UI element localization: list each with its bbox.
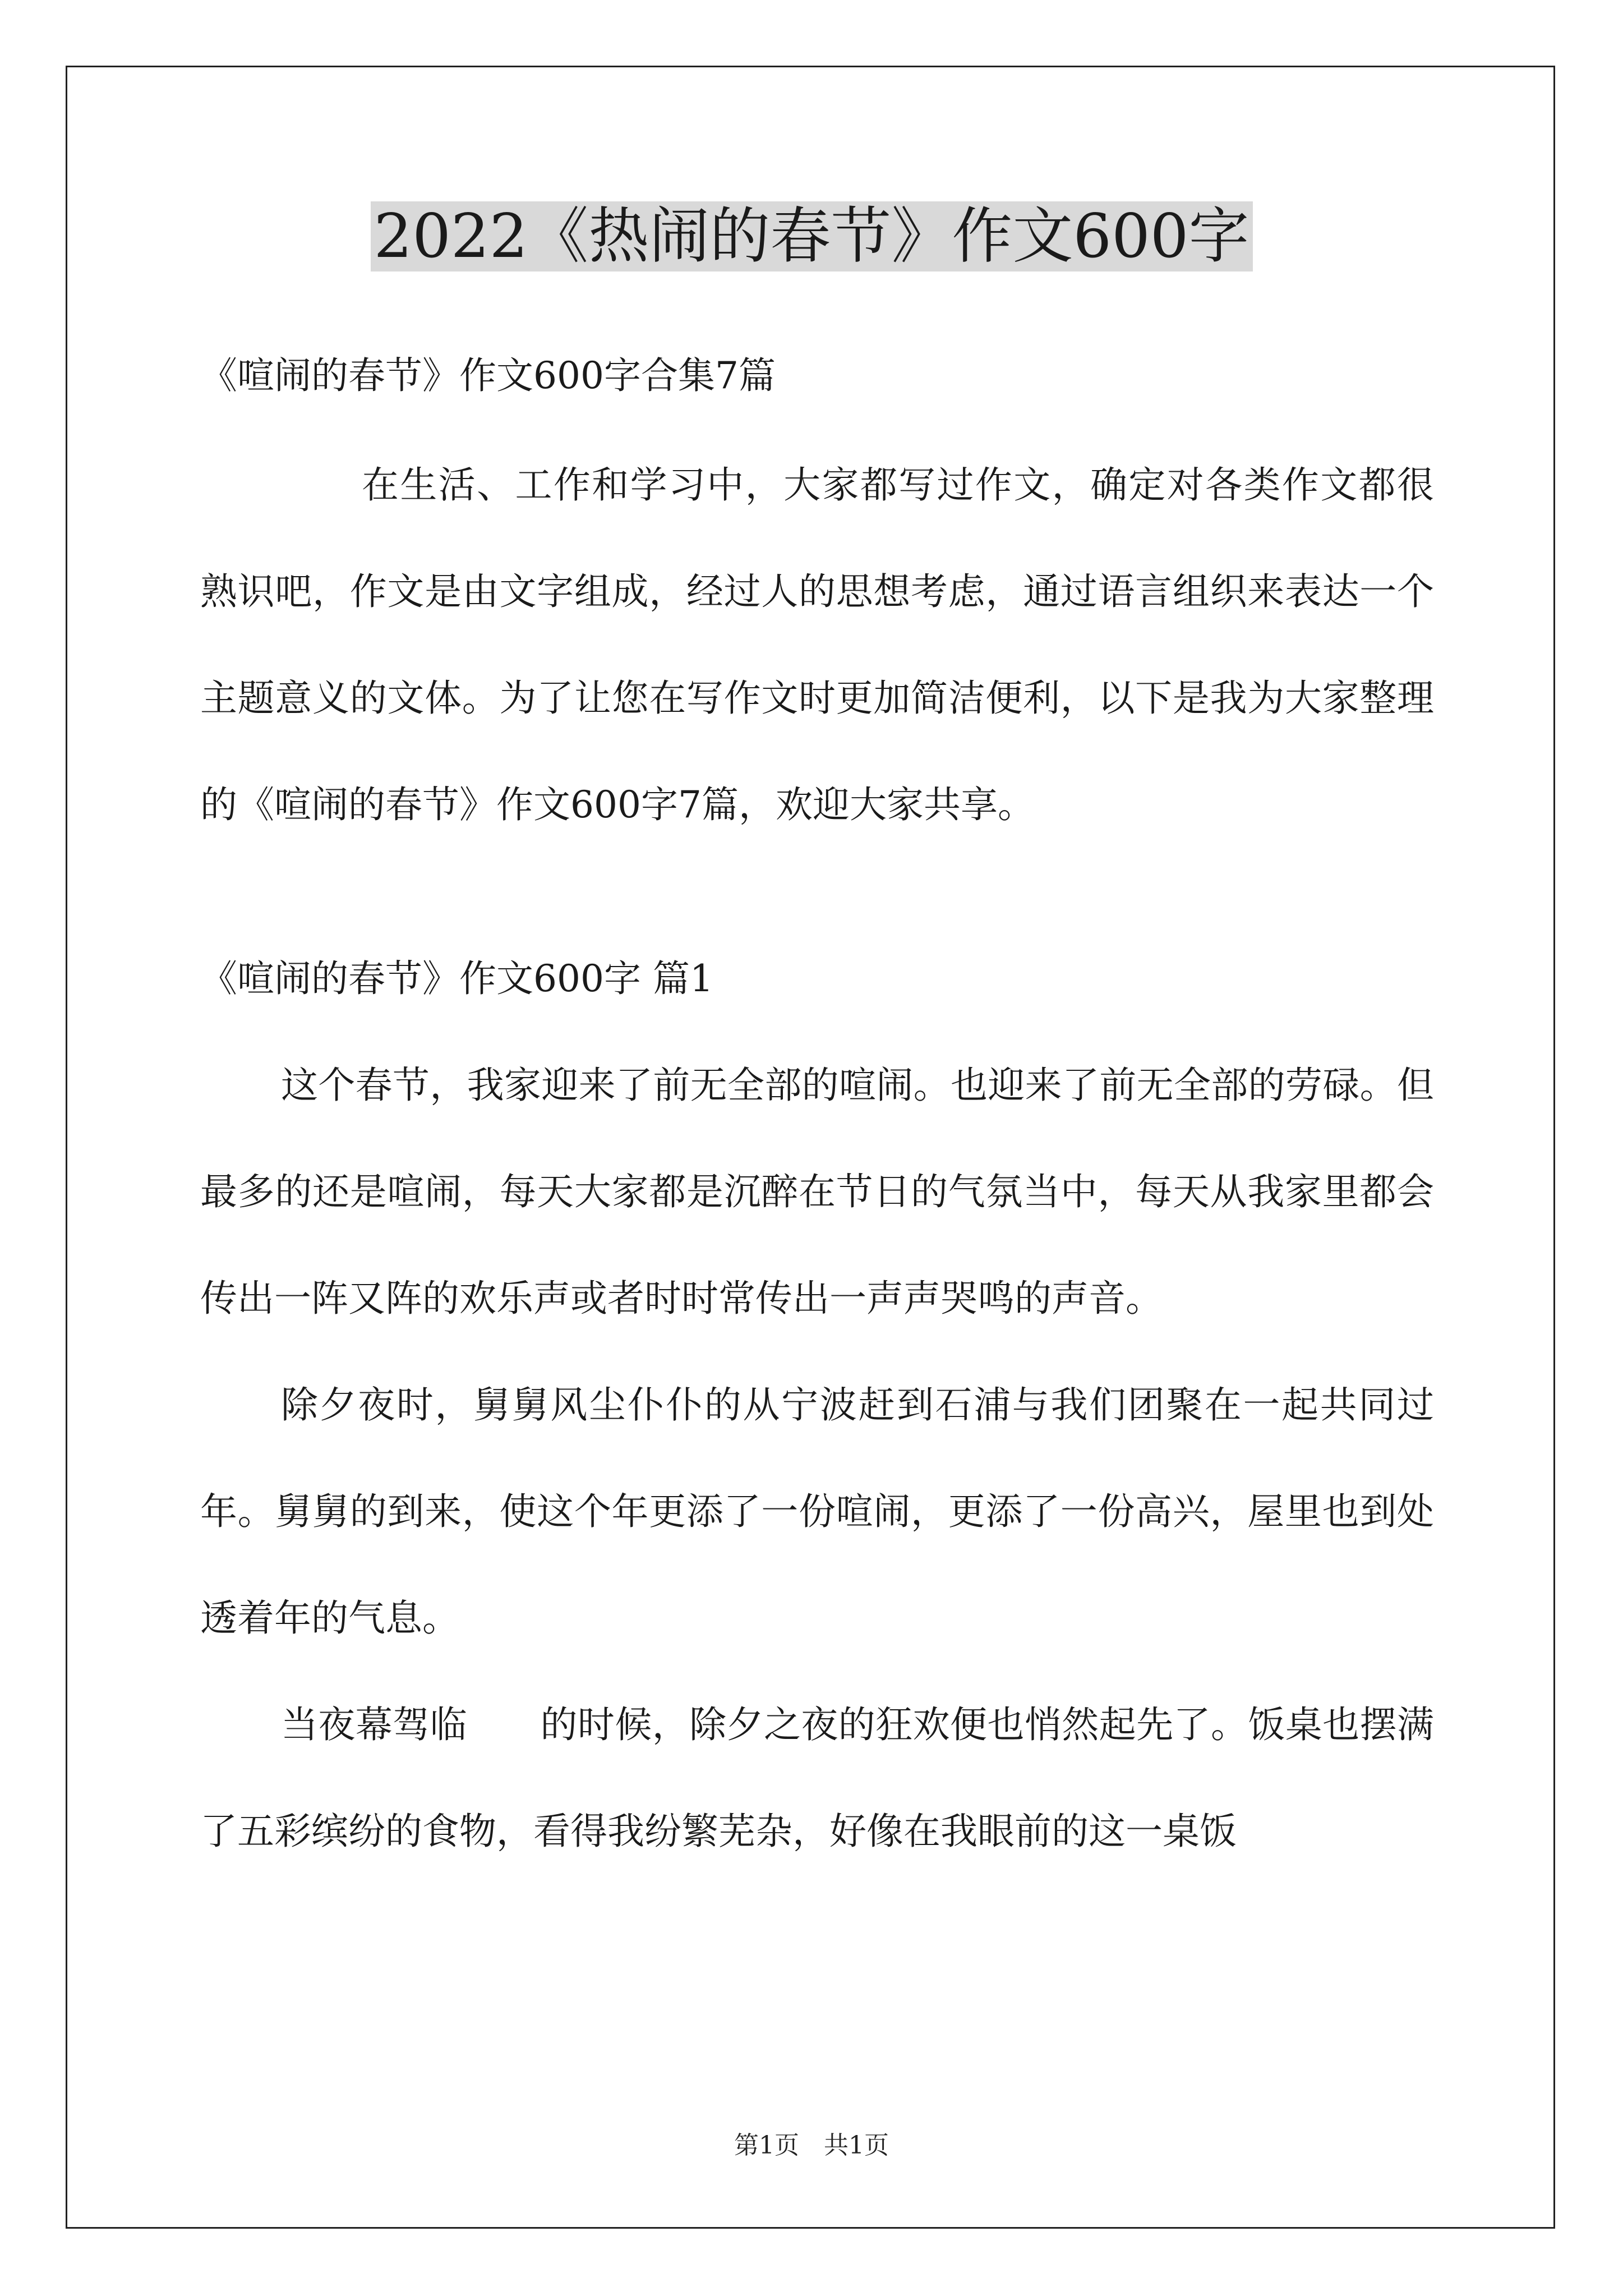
body-paragraph-3-start: 当夜幕驾临 <box>281 1703 468 1746</box>
body-paragraph-3 <box>200 1672 1434 1885</box>
document-title <box>0 197 1623 276</box>
section-body <box>200 1032 1434 1885</box>
collection-heading: 《喧闹的春节》作文600字合集7篇 <box>200 354 776 397</box>
section-heading: 《喧闹的春节》作文600字 篇1 <box>200 957 713 1000</box>
body-paragraph-3-rest: 的时候，除夕之夜的狂欢便也悄然起先了。饭桌也摆满了五彩缤纷的食物，看得我纷繁芜杂，好像在我眼前的这一桌饭 <box>200 1703 1435 1853</box>
body-paragraph-2: 除夕夜时，舅舅风尘仆仆的从宁波赶到石浦与我们团聚在一起共同过年。舅舅的到来，使这个年更添了一份喧闹，更添了一份高兴，屋里也到处透着年的气息。 <box>200 1383 1434 1640</box>
body-paragraph-1: 这个春节，我家迎来了前无全部的喧闹。也迎来了前无全部的劳碌。但最多的还是喧闹，每天大家都是沉醉在节日的气氛当中，每天从我家里都会传出一阵又阵的欢乐声或者时时常传出一声声哭鸣的声音。 <box>200 1064 1434 1320</box>
intro-paragraph: 在生活、工作和学习中，大家都写过作文，确定对各类作文都很熟识吧，作文是由文字组成，经过人的思想考虑，通过语言组织来表达一个主题意义的文体。为了让您在写作文时更加简洁便利，以下是我为大家整理的《喧闹的春节》作文600字7篇，欢迎大家共享。 <box>200 463 1434 826</box>
page-footer: 第1页 共1页 <box>734 2131 889 2160</box>
document-title-text: 2022《热闹的春节》作文600字 <box>371 201 1253 272</box>
intro-paragraph-block <box>200 432 1434 858</box>
